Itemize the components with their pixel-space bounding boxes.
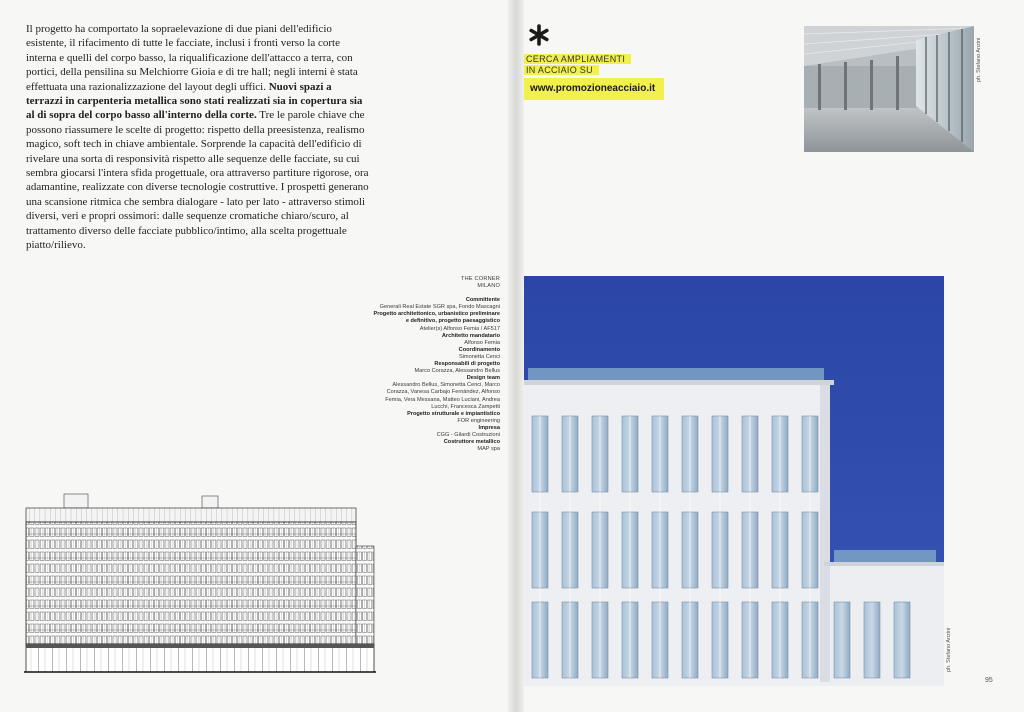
credit-role: Responsabili di progetto xyxy=(434,361,500,368)
credit-role: Coordinamento xyxy=(458,346,500,353)
article-body-text xyxy=(26,22,371,253)
credit-names: Generali Real Estate SGR spa, Fondo Mascagni xyxy=(379,304,500,311)
credit-entry xyxy=(370,333,500,347)
page-number: 95 xyxy=(985,677,993,684)
credit-role: Architetto mandatario xyxy=(441,332,500,339)
interior-photo xyxy=(804,26,974,152)
credit-role: Progetto architettonico, urbanistico preliminare e definitivo, progetto paesaggistico xyxy=(373,311,500,325)
building-elevation-drawing xyxy=(24,490,376,684)
project-name: THE CORNER xyxy=(461,276,500,282)
credit-role: Progetto strutturale e impiantistico xyxy=(407,410,500,417)
credit-entry xyxy=(370,297,500,311)
credit-entry xyxy=(370,425,500,439)
credit-names: Alessandro Bellus, Simonetta Cenci, Marco Corazza, Vanesa Carbajo Fernández, Alfonso Femia, Vera Messana, Matteo Luciani, Andrea Lucchi, Francesca Zampetti xyxy=(385,382,500,410)
credit-names: CGG - Gilardi Costruzioni xyxy=(436,431,500,438)
credit-entry xyxy=(370,347,500,361)
credit-names: FOR engineering xyxy=(457,417,500,424)
credit-names: Simonetta Cenci xyxy=(458,353,500,360)
credit-entry xyxy=(370,411,500,425)
credit-role: Costruttore metallico xyxy=(443,439,500,446)
article-text-bold: Nuovi spazi a terrazzi in carpenteria metallica sono stati realizzati sia in copertura sia al di sopra del corpo basso all'interno della corte. xyxy=(26,80,363,122)
article-text-main: Tre le parole chiave che possono riassumere le scelte di progetto: rispetto della preesistenza, realismo magico, soft tech in chiave ambientale. Sorprende la capacità dell'edificio di rivelare una sorta di responsività rispetto alle sequenze delle facciate, su cui sembra giocarsi l'intera sfida progettuale, ora attraverso partiture rigorose, ora adamantine, realizzate con diverse tecnologie costruttive. I prospetti generano una scansione ritmica che sembra dialogare - lato per lato - attraverso stimoli diversi, veri e propri ossimori: dalle sequenze cromatiche chiaro/scuro, al trattamento diverso delle facciate pubblico/intimo, alla scelta progettuale piatto/rilievo. xyxy=(26,109,369,252)
photo-credit-interior: ph. Stefano Anzini xyxy=(976,37,982,82)
credit-names: Atelier(s) Alfonso Femia / AF517 xyxy=(419,325,500,332)
project-title-block xyxy=(370,276,500,290)
credit-role: Design team xyxy=(466,375,500,382)
article-text-intro: Il progetto ha comportato la sopraelevazione di due piani dell'edificio esistente, il rifacimento di tutte le facciate, inclusi i fronti verso la corte interna e quelli del corpo basso, la riqualificazione dell'attacco a terra, con portici, della pensilina su Melchiorre Gioia e di tre hall; negli interni è stata effettuata una razionalizzazione del layout degli uffici. xyxy=(26,23,358,93)
photo-credit-facade: ph. Stefano Anzini xyxy=(946,627,952,672)
credit-role: Impresa xyxy=(478,424,500,431)
promo-line-2-text: IN ACCIAIO SU xyxy=(524,65,599,75)
credit-role: Committente xyxy=(465,297,500,304)
credit-entry xyxy=(370,375,500,410)
credit-names: Alfonso Femia xyxy=(464,339,500,346)
credit-names: Marco Corazza, Alessandro Bellus xyxy=(414,368,500,375)
page-gutter xyxy=(508,0,524,712)
credit-entry xyxy=(370,361,500,375)
project-city: MILANO xyxy=(477,283,500,290)
credit-entry xyxy=(370,311,500,332)
facade-photo xyxy=(524,276,944,686)
promo-line-1 xyxy=(524,54,631,64)
promo-line-2 xyxy=(524,65,599,75)
credit-entry xyxy=(370,439,500,453)
credit-names: MAP spa xyxy=(477,446,500,453)
project-credits xyxy=(370,276,500,453)
promo-url-link[interactable]: www.promozioneacciaio.it xyxy=(524,78,664,100)
asterisk-icon xyxy=(528,24,550,46)
promo-line-1-text: CERCA AMPLIAMENTI xyxy=(524,54,631,64)
